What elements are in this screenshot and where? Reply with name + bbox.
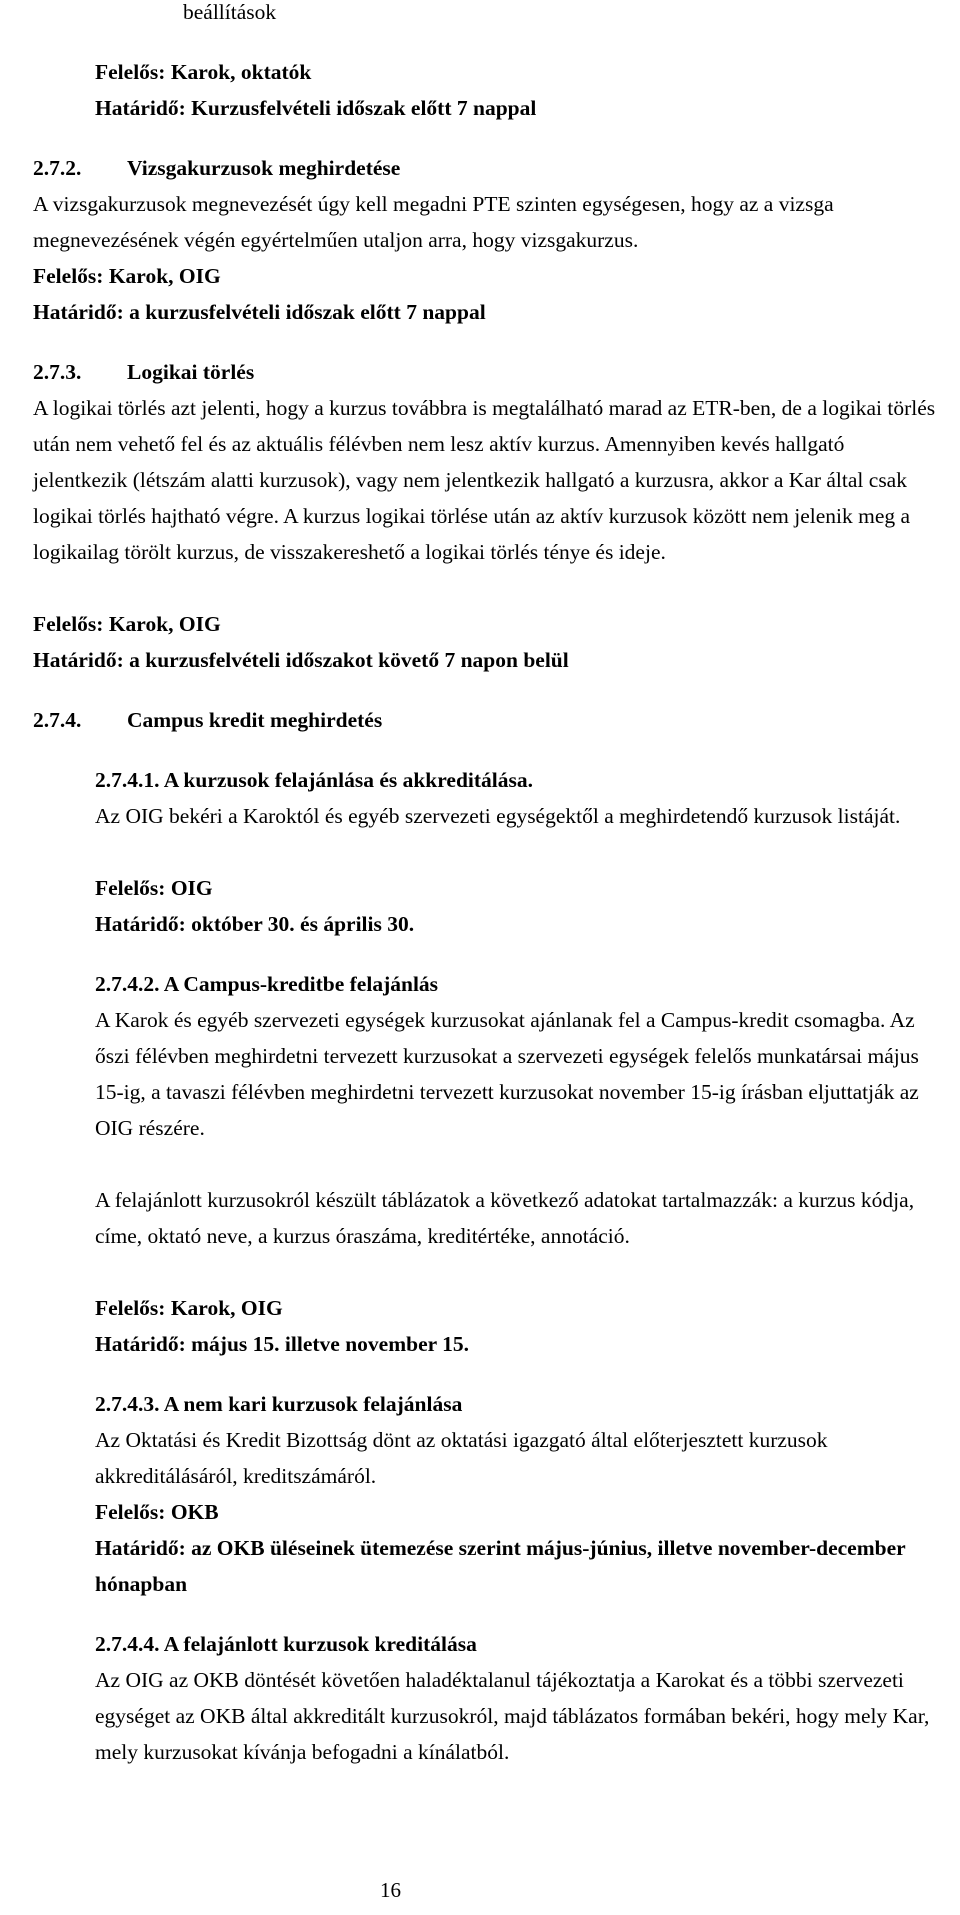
section-heading-2-7-4: [33, 702, 382, 738]
page-number: 16: [380, 1878, 401, 1902]
responsible-line: Felelős: OIG: [95, 876, 213, 900]
deadline-line: Határidő: az OKB üléseinek ütemezése szerint május-június, illetve november-december hónapban: [95, 1536, 906, 1596]
section-number: 2.7.4.: [33, 708, 82, 732]
deadline-line: Határidő: a kurzusfelvételi időszakot követő 7 napon belül: [33, 648, 569, 672]
deadline-line: Határidő: május 15. illetve november 15.: [95, 1332, 470, 1356]
section-heading-2-7-3: [33, 354, 254, 390]
subsection-body-text: Az Oktatási és Kredit Bizottság dönt az oktatási igazgató által előterjesztett kurzusok akkreditálásáról, kreditszámáról.: [95, 1428, 828, 1488]
responsible-line: Felelős: Karok, oktatók: [95, 60, 312, 84]
subsection-heading-2-7-4-1: 2.7.4.1. A kurzusok felajánlása és akkreditálása.: [95, 768, 534, 792]
deadline-line: Határidő: Kurzusfelvételi időszak előtt 7 nappal: [95, 96, 537, 120]
subsection-heading-2-7-4-4: 2.7.4.4. A felajánlott kurzusok kreditálása: [95, 1632, 477, 1656]
responsible-line: Felelős: Karok, OIG: [33, 612, 221, 636]
subsection-heading-2-7-4-3: 2.7.4.3. A nem kari kurzusok felajánlása: [95, 1392, 463, 1416]
subsection-body-text: Az OIG az OKB döntését követően haladéktalanul tájékoztatja a Karokat és a többi szervezeti egységet az OKB által akkreditált kurzusokról, majd táblázatos formában bekéri, hogy mely Kar, mely kurzusokat kívánja befogadni a kínálatból.: [95, 1668, 930, 1764]
section-number: 2.7.3.: [33, 360, 82, 384]
section-title: Vizsgakurzusok meghirdetése: [127, 156, 401, 180]
section-title: Logikai törlés: [127, 360, 255, 384]
continued-text-fragment: beállítások: [183, 0, 277, 24]
responsible-line: Felelős: Karok, OIG: [95, 1296, 283, 1320]
section-number: 2.7.2.: [33, 156, 82, 180]
section-heading-2-7-2: [33, 150, 400, 186]
subsection-body-text: Az OIG bekéri a Karoktól és egyéb szervezeti egységektől a meghirdetendő kurzusok listáját.: [95, 804, 901, 828]
deadline-line: Határidő: október 30. és április 30.: [95, 912, 415, 936]
section-body-text: A vizsgakurzusok megnevezését úgy kell megadni PTE szinten egységesen, hogy az a vizsga megnevezésének végén egyértelműen utaljon arra, hogy vizsgakurzus.: [33, 192, 834, 252]
subsection-heading-2-7-4-2: 2.7.4.2. A Campus-kreditbe felajánlás: [95, 972, 439, 996]
deadline-line: Határidő: a kurzusfelvételi időszak előtt 7 nappal: [33, 300, 486, 324]
responsible-line: Felelős: OKB: [95, 1500, 219, 1524]
subsection-body-text: A Karok és egyéb szervezeti egységek kurzusokat ajánlanak fel a Campus-kredit csomagba. Az őszi félévben meghirdetni tervezett kurzusokat a szervezeti egységek felelős munkatársai május 15-ig, a tavaszi félévben meghirdetni tervezett kurzusokat november 15-ig írásban eljuttatják az OIG részére.: [95, 1008, 919, 1140]
subsection-body-text: A felajánlott kurzusokról készült táblázatok a következő adatokat tartalmazzák: a kurzus kódja, címe, oktató neve, a kurzus óraszáma, kreditértéke, annotáció.: [95, 1188, 915, 1248]
responsible-line: Felelős: Karok, OIG: [33, 264, 221, 288]
section-title: Campus kredit meghirdetés: [127, 708, 383, 732]
section-body-text: A logikai törlés azt jelenti, hogy a kurzus továbbra is megtalálható marad az ETR-ben, de a logikai törlés után nem vehető fel és az aktuális félévben nem lesz aktív kurzus. Amennyiben kevés hallgató jelentkezik (létszám alatti kurzusok), vagy nem jelentkezik hallgató a kurzusra, akkor a Kar által csak logikai törlés hajtható végre. A kurzus logikai törlése után az aktív kurzusok között nem jelenik meg a logikailag törölt kurzus, de visszakereshető a logikai törlés ténye és ideje.: [33, 396, 936, 564]
